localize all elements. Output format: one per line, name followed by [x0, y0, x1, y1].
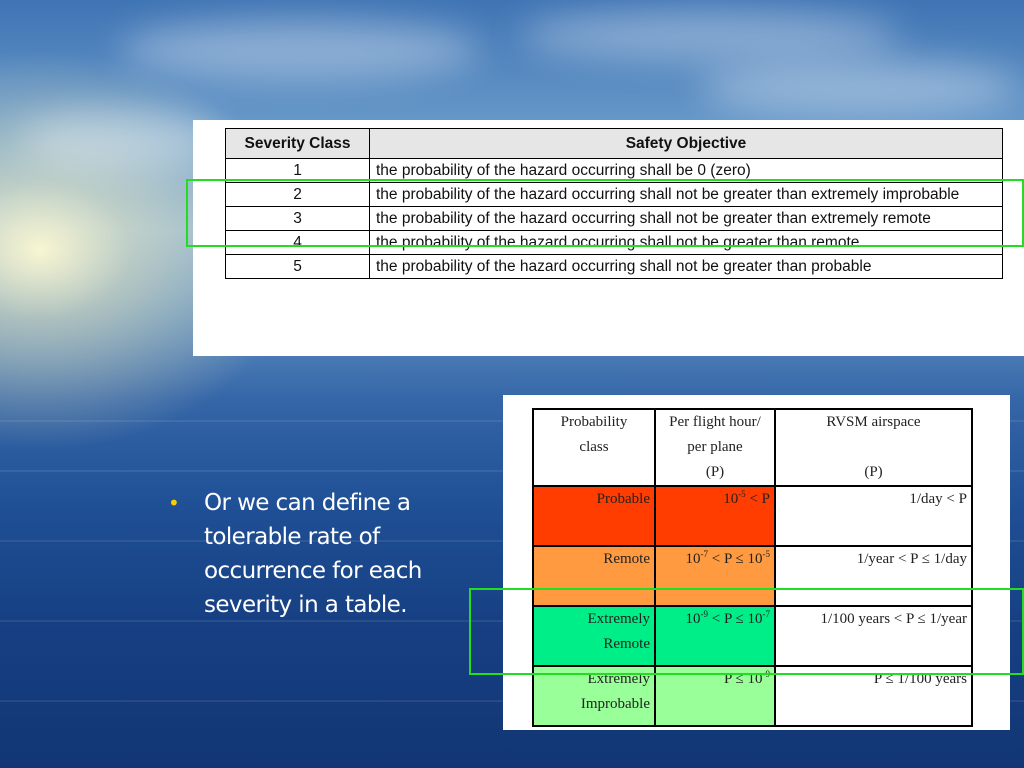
safety-objective-cell: the probability of the hazard occurring shall not be greater than extremely remote — [370, 207, 1003, 231]
highlight-box-severity-row — [186, 179, 1024, 247]
safety-objective-cell: the probability of the hazard occurring shall be 0 (zero) — [370, 159, 1003, 183]
bullet-dot-icon: • — [168, 491, 180, 515]
rvsm-cell: 1/100 years < P ≤ 1/year — [775, 606, 972, 666]
probability-table-panel — [503, 395, 1010, 730]
table-row — [533, 666, 972, 726]
per-flight-hour-cell: $P \le 10^{-9}$ — [655, 666, 775, 726]
table-header-row — [226, 129, 1003, 159]
severity-class-cell: 1 — [226, 159, 370, 183]
severity-class-cell: 4 — [226, 231, 370, 255]
cloud-decoration — [700, 60, 1020, 115]
safety-objective-cell: the probability of the hazard occurring shall not be greater than extremely improbable — [370, 183, 1003, 207]
rvsm-cell: 1/year < P ≤ 1/day — [775, 546, 972, 606]
header-text: RVSM airspace — [826, 414, 921, 430]
rvsm-cell: 1/day < P — [775, 486, 972, 546]
per-flight-hour-cell: $10^{-7} < P \le 10^{-5}$ — [655, 546, 775, 606]
cloud-decoration — [120, 20, 480, 80]
probability-class-cell — [533, 666, 655, 726]
severity-class-cell: 2 — [226, 183, 370, 207]
class-text: Extremely — [587, 671, 650, 687]
header-text: class — [579, 439, 609, 455]
table-header-row — [533, 409, 972, 486]
class-text: Extremely — [587, 611, 650, 627]
bullet-item — [168, 486, 468, 622]
rvsm-airspace-header — [775, 409, 972, 486]
class-text: Probable — [596, 491, 650, 507]
probability-class-cell — [533, 486, 655, 546]
header-text: (P) — [705, 464, 725, 480]
rvsm-cell: P ≤ 1/100 years — [775, 666, 972, 726]
header-text: Per flight hour/ — [669, 414, 761, 430]
table-row — [226, 255, 1003, 279]
probability-table — [532, 408, 973, 727]
class-text: Remote — [603, 636, 650, 652]
class-text: Remote — [603, 551, 650, 567]
bullet-text: Or we can define a tolerable rate of occurrence for each severity in a table. — [204, 490, 422, 618]
per-flight-hour-cell: $10^{-9} < P \le 10^{-7}$ — [655, 606, 775, 666]
header-text: (P) — [864, 464, 883, 480]
column-header: Safety Objective — [370, 129, 1003, 159]
highlight-box-probability-row — [469, 588, 1024, 675]
bullet-list — [168, 486, 468, 622]
safety-objective-cell: the probability of the hazard occurring shall not be greater than probable — [370, 255, 1003, 279]
safety-objective-cell: the probability of the hazard occurring shall not be greater than remote — [370, 231, 1003, 255]
cloud-decoration — [520, 10, 900, 60]
header-text: per plane — [687, 439, 743, 455]
per-flight-hour-header — [655, 409, 775, 486]
class-text: Improbable — [580, 696, 650, 712]
per-flight-hour-cell: $10^{-5} < P$ — [655, 486, 775, 546]
probability-class-header — [533, 409, 655, 486]
header-text: Probability — [560, 414, 628, 430]
table-row — [533, 486, 972, 546]
cloud-decoration — [20, 110, 220, 170]
severity-class-cell: 5 — [226, 255, 370, 279]
severity-class-cell: 3 — [226, 207, 370, 231]
column-header: Severity Class — [226, 129, 370, 159]
